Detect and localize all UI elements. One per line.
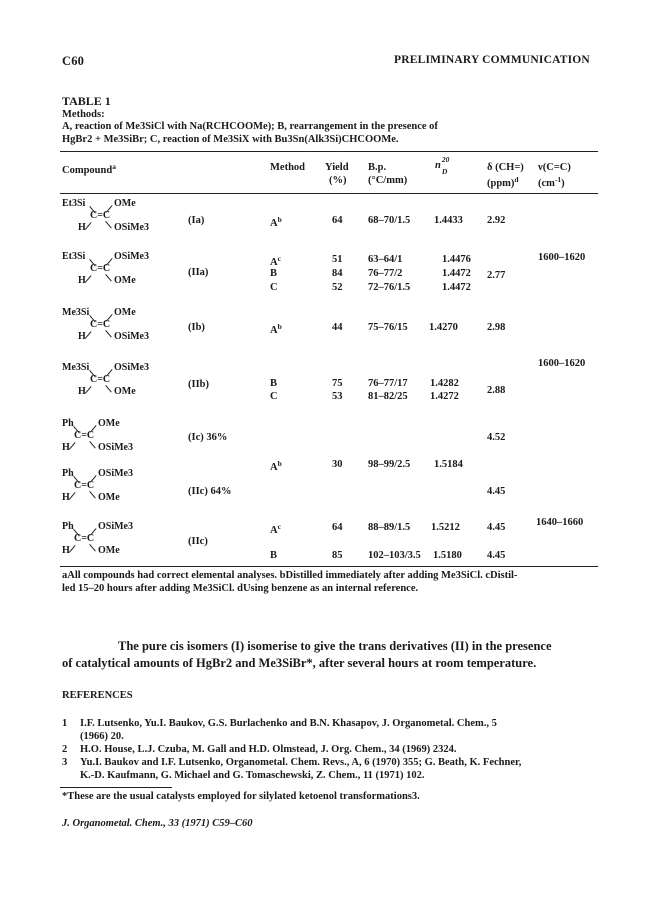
structure-top-right: OSiMe3 [98, 468, 133, 479]
method-cell: B [270, 550, 278, 561]
nu-cell: 1600–1620 [538, 358, 586, 369]
structure-top-right: OMe [98, 418, 120, 429]
method-cell: $A^b$ [270, 459, 282, 473]
yield-cell: 84 [332, 268, 343, 279]
delta-cell: 2.77 [487, 270, 506, 281]
structure-bottom-left: H [62, 442, 70, 453]
ref-number: 1 [62, 718, 68, 729]
col-bp: B.p. [368, 162, 387, 173]
table-top-rule [60, 151, 598, 152]
structure-bottom-right: OMe [114, 275, 136, 286]
bp-cell: 76–77/2 [368, 268, 403, 279]
yield-cell: 44 [332, 322, 343, 333]
ref-number: 2 [62, 744, 68, 755]
structure-bottom-left: H [78, 222, 86, 233]
col-delta-unit: (ppm)$^d$ [487, 175, 519, 189]
yield-cell: 75 [332, 378, 343, 389]
bp-cell: 81–82/25 [368, 391, 408, 402]
nd-cell: 1.4472 [442, 282, 471, 293]
nd-cell: 1.5180 [433, 550, 462, 561]
nu-cell: 1640–1660 [536, 517, 584, 528]
structure-ring: C=C [74, 480, 95, 491]
table-bottom-rule [60, 566, 598, 567]
structure-bottom-left: H [78, 386, 86, 397]
delta-cell: 4.45 [487, 550, 506, 561]
ref-text: K.-D. Kaufmann, G. Michael and G. Tomaschewski, Z. Chem., 11 (1971) 102. [80, 770, 425, 781]
structure-bottom-right: OSiMe3 [98, 442, 133, 453]
structure-formula [62, 522, 182, 566]
bp-cell: 76–77/17 [368, 378, 408, 389]
yield-cell: 52 [332, 282, 343, 293]
col-method: Method [270, 162, 305, 173]
structure-top-right: OMe [114, 307, 136, 318]
compound-id: (IIc) [188, 536, 208, 547]
structure-bottom-right: OMe [114, 386, 136, 397]
bp-cell: 102–103/3.5 [368, 550, 421, 561]
structure-top-left: Et3Si [62, 251, 86, 262]
ref-text: H.O. House, L.J. Czuba, M. Gall and H.D. Olmstead, J. Org. Chem., 34 (1969) 2324. [80, 744, 457, 755]
bond-line [105, 385, 112, 393]
structure-top-right: OSiMe3 [98, 521, 133, 532]
journal-citation: J. Organometal. Chem., 33 (1971) C59–C60 [62, 818, 253, 829]
method-cell: B [270, 268, 278, 279]
delta-cell: 4.45 [487, 486, 506, 497]
compound-id: (Ic) 36% [188, 432, 228, 443]
structure-formula [62, 252, 182, 296]
bp-cell: 72–76/1.5 [368, 282, 411, 293]
structure-top-left: Me3Si [62, 307, 90, 318]
structure-formula [62, 308, 182, 352]
bp-cell: 68–70/1.5 [368, 215, 411, 226]
structure-formula [62, 363, 182, 407]
delta-cell: 4.52 [487, 432, 506, 443]
method-cell: $A^b$ [270, 215, 282, 229]
structure-top-right: OSiMe3 [114, 362, 149, 373]
method-cell: C [270, 391, 278, 402]
methods-line-2: HgBr2 + Me3SiBr; C, reaction of Me3SiX with Bu3Sn(Alk3Si)CHCOOMe. [62, 134, 399, 145]
col-bp-unit: (°C/mm) [368, 175, 408, 186]
bond-line [89, 544, 96, 552]
ref-text: (1966) 20. [80, 731, 124, 742]
page-number: C60 [62, 54, 85, 68]
nd-cell: 1.4282 [430, 378, 459, 389]
method-cell: B [270, 378, 278, 389]
structure-top-right: OMe [114, 198, 136, 209]
structure-ring: C=C [74, 430, 95, 441]
ref-text: I.F. Lutsenko, Yu.I. Baukov, G.S. Burlachenko and B.N. Khasapov, J. Organometal. Chem., 5 [80, 718, 497, 729]
delta-cell: 2.98 [487, 322, 506, 333]
structure-top-left: Ph [62, 418, 74, 429]
col-yield: Yield [325, 162, 349, 173]
structure-top-left: Et3Si [62, 198, 86, 209]
structure-top-left: Ph [62, 521, 74, 532]
structure-formula [62, 469, 182, 513]
yield-cell: 51 [332, 254, 343, 265]
nd-cell: 1.4433 [434, 215, 463, 226]
delta-cell: 2.92 [487, 215, 506, 226]
structure-bottom-left: H [78, 331, 86, 342]
nd-cell: 1.5212 [431, 522, 460, 533]
bp-cell: 88–89/1.5 [368, 522, 411, 533]
structure-bottom-right: OSiMe3 [114, 331, 149, 342]
body-line-2: of catalytical amounts of HgBr2 and Me3SiBr*, after several hours at room temperature. [62, 656, 537, 670]
table-header-rule [60, 193, 598, 194]
col-compound: Compound$^a$ [62, 162, 116, 176]
structure-bottom-left: H [62, 545, 70, 556]
table-label: TABLE 1 [62, 94, 111, 108]
yield-cell: 30 [332, 459, 343, 470]
footnote-rule [60, 787, 172, 788]
bond-line [105, 221, 112, 229]
structure-bottom-left: H [62, 492, 70, 503]
col-delta: δ (CH=) [487, 162, 524, 173]
body-line-1: The pure cis isomers (I) isomerise to give the trans derivatives (II) in the presence [118, 639, 552, 653]
delta-cell: 2.88 [487, 385, 506, 396]
nd-cell: 1.4272 [430, 391, 459, 402]
structure-ring: C=C [90, 374, 111, 385]
structure-top-left: Me3Si [62, 362, 90, 373]
structure-ring: C=C [90, 263, 111, 274]
compound-id: (Ib) [188, 322, 205, 333]
ref-text: Yu.I. Baukov and I.F. Lutsenko, Organometal. Chem. Revs., A, 6 (1970) 355; G. Beath, K. Fechner, [80, 757, 522, 768]
structure-top-left: Ph [62, 468, 74, 479]
structure-ring: C=C [90, 210, 111, 221]
yield-cell: 64 [332, 522, 343, 533]
method-cell: $A^c$ [270, 254, 281, 268]
nd-cell: 1.4472 [442, 268, 471, 279]
bond-line [89, 491, 96, 499]
methods-title: Methods: [62, 109, 105, 120]
yield-cell: 85 [332, 550, 343, 561]
delta-cell: 4.45 [487, 522, 506, 533]
compound-id: (IIa) [188, 267, 209, 278]
bond-line [89, 441, 96, 449]
bp-cell: 75–76/15 [368, 322, 408, 333]
bond-line [105, 274, 112, 282]
structure-bottom-right: OMe [98, 545, 120, 556]
yield-cell: 53 [332, 391, 343, 402]
bond-line [105, 330, 112, 338]
structure-ring: C=C [90, 319, 111, 330]
col-yield-unit: (%) [329, 175, 347, 186]
table-footnote-1: aAll compounds had correct elemental analyses. bDistilled immediately after adding Me3SiCl. cDistil- [62, 570, 518, 581]
structure-bottom-right: OMe [98, 492, 120, 503]
structure-formula [62, 199, 182, 243]
col-nu: ν(C=C) [538, 162, 571, 173]
bp-cell: 63–64/1 [368, 254, 403, 265]
method-cell: $A^b$ [270, 322, 282, 336]
structure-bottom-left: H [78, 275, 86, 286]
nd-cell: 1.4476 [442, 254, 471, 265]
compound-id: (Ia) [188, 215, 205, 226]
references-heading: REFERENCES [62, 690, 133, 701]
method-cell: $A^c$ [270, 522, 281, 536]
method-cell: C [270, 282, 278, 293]
col-nd: n 20 D [435, 155, 450, 176]
nd-cell: 1.5184 [434, 459, 463, 470]
bp-cell: 98–99/2.5 [368, 459, 411, 470]
nd-cell: 1.4270 [429, 322, 458, 333]
structure-formula [62, 419, 182, 463]
methods-line-1: A, reaction of Me3SiCl with Na(RCHCOOMe); B, rearrangement in the presence of [62, 121, 438, 132]
table-footnote-2: led 15–20 hours after adding Me3SiCl. dUsing benzene as an internal reference. [62, 583, 419, 594]
structure-bottom-right: OSiMe3 [114, 222, 149, 233]
structure-top-right: OSiMe3 [114, 251, 149, 262]
text-footnote: *These are the usual catalysts employed for silylated ketoenol transformations3. [62, 791, 420, 802]
compound-id: (IIb) [188, 379, 210, 390]
col-nu-unit: $(cm^{-1})$ [538, 175, 565, 189]
compound-id: (IIc) 64% [188, 486, 232, 497]
structure-ring: C=C [74, 533, 95, 544]
running-title: PRELIMINARY COMMUNICATION [394, 54, 590, 66]
nu-cell: 1600–1620 [538, 252, 586, 263]
ref-number: 3 [62, 757, 68, 768]
yield-cell: 64 [332, 215, 343, 226]
